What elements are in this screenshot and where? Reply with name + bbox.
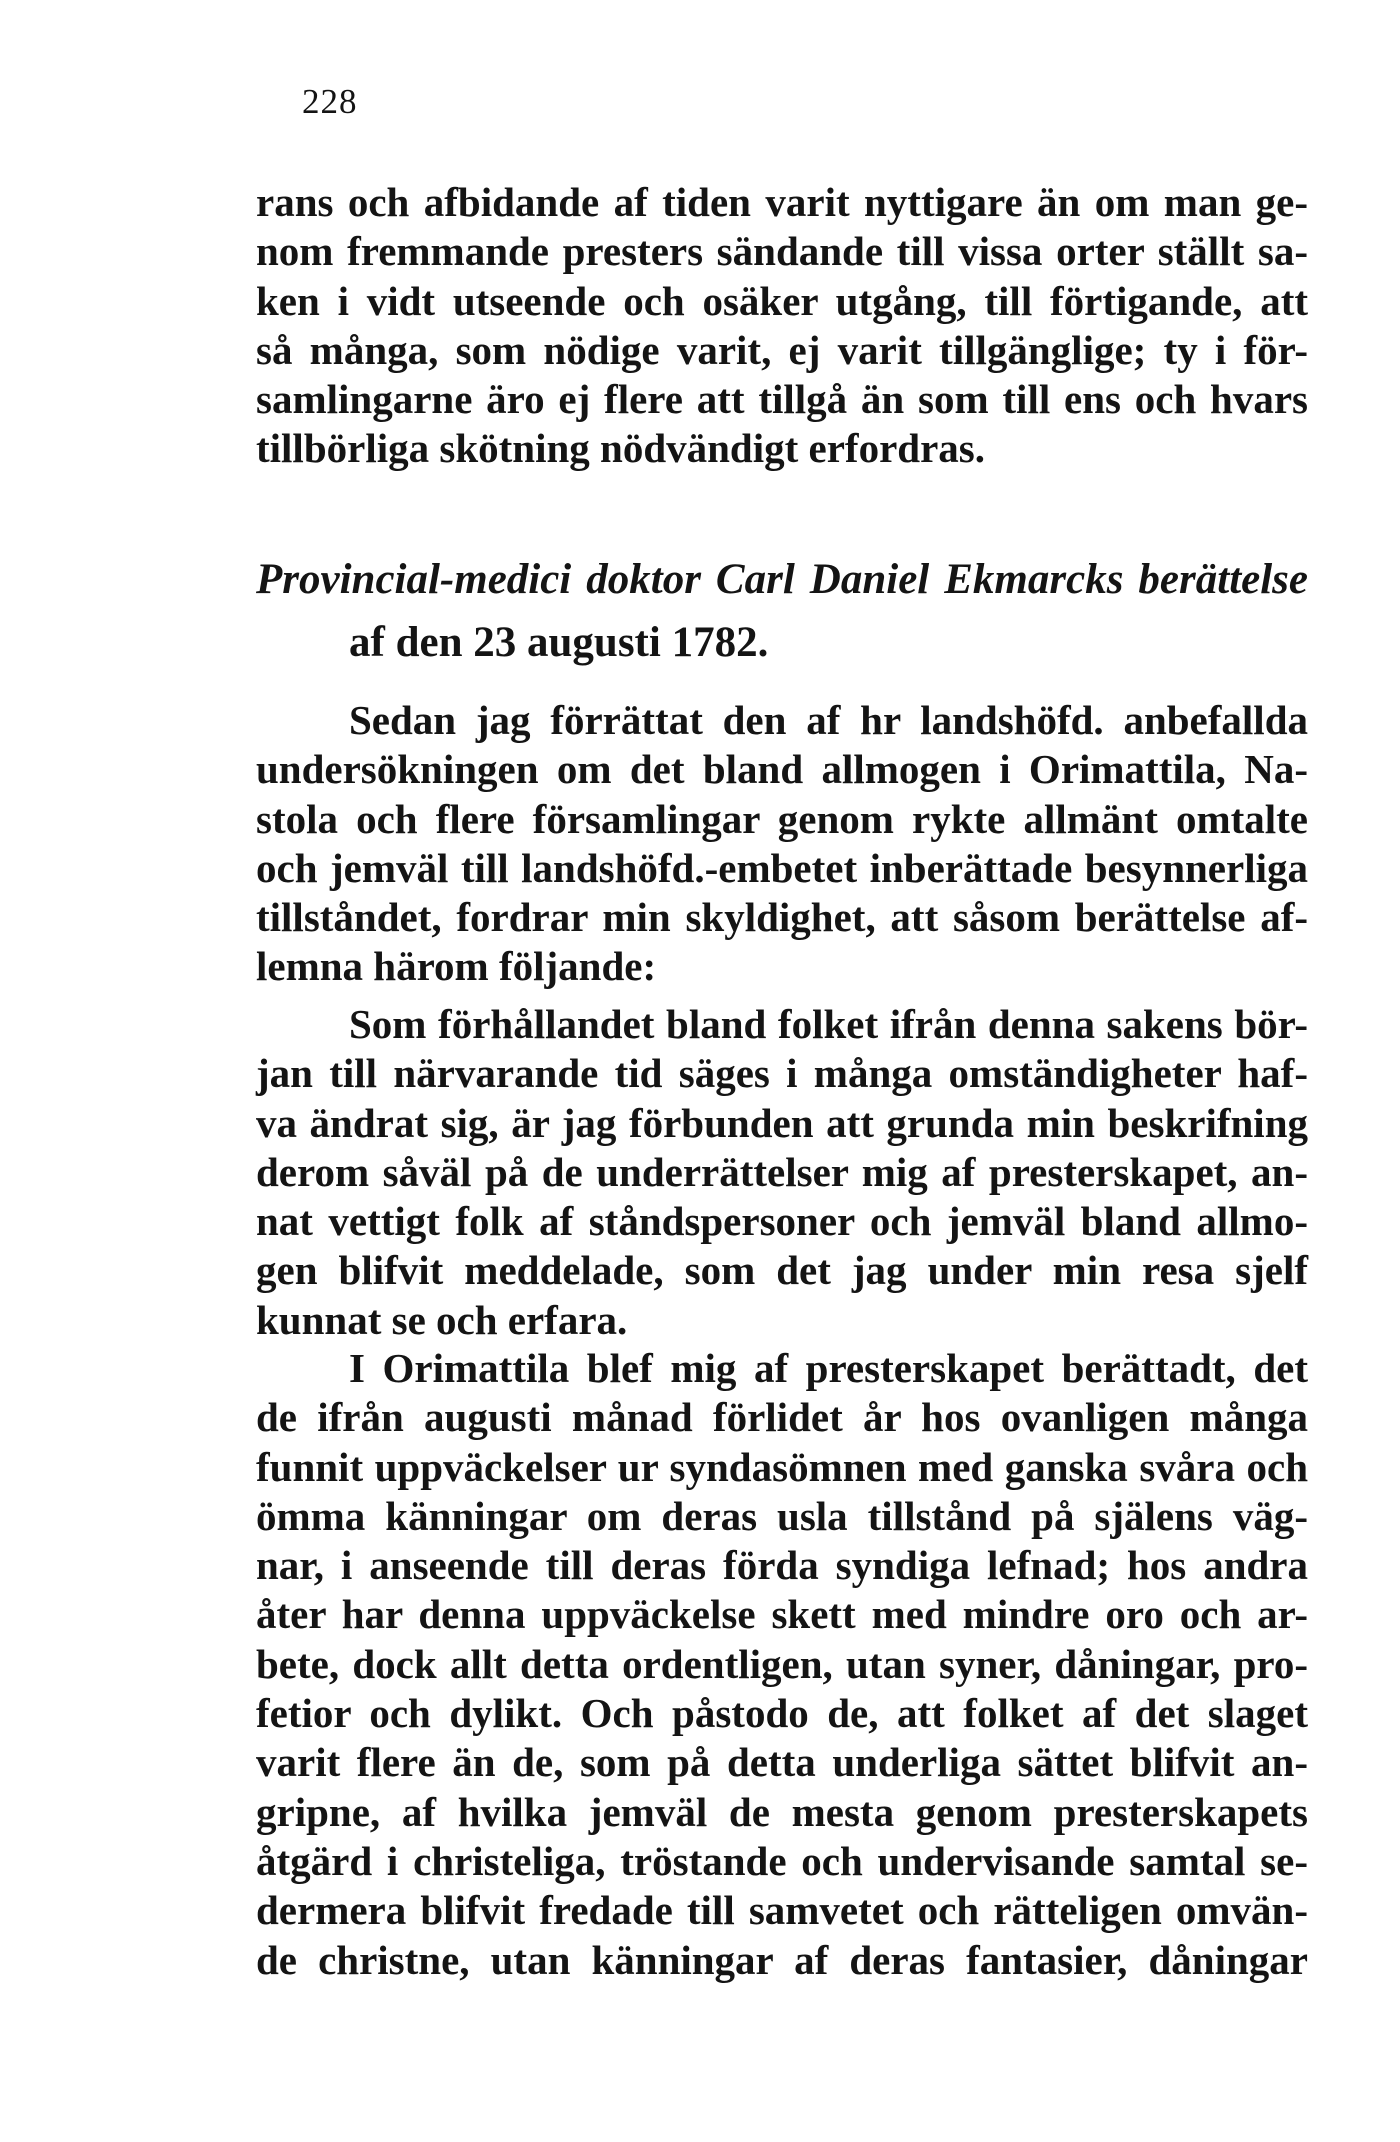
text-line: rans och afbidande af tiden varit nyttigare än om man ge- xyxy=(256,179,1308,225)
text-line: nar, i anseende till deras förda syndiga lefnad; hos andra xyxy=(256,1542,1308,1589)
text-line: fetior och dylikt. Och påstodo de, att folket af det slaget xyxy=(256,1690,1308,1737)
text-line: ken i vidt utseende och osäker utgång, till förtigande, att xyxy=(256,277,1308,324)
paragraph-circumstances xyxy=(256,1000,1308,1345)
text-line: tillståndet, fordrar min skyldighet, att såsom berättelse af- xyxy=(256,894,1308,941)
text-line: åtgärd i christeliga, tröstande och undervisande samtal se- xyxy=(256,1837,1308,1884)
text-line: tillbörliga skötning nödvändigt erfordras. xyxy=(256,425,985,472)
text-line: ömma känningar om deras usla tillstånd på själens väg- xyxy=(256,1492,1308,1539)
text-line: stola och flere församlingar genom rykte allmänt omtalte xyxy=(256,795,1308,842)
text-line: de christne, utan känningar af deras fantasier, dåningar xyxy=(256,1936,1308,1983)
text-line: åter har denna uppväckelse skett med mindre oro och ar- xyxy=(256,1591,1308,1638)
heading-title: Provincial-medici doktor Carl Daniel Ekmarcks berättelse xyxy=(256,556,1308,603)
text-line: nat vettigt folk af ståndspersoner och jemväl bland allmo- xyxy=(256,1198,1308,1245)
paragraph-orimattila xyxy=(256,1344,1308,1985)
text-line: funnit uppväckelser ur syndasömnen med ganska svåra och xyxy=(256,1443,1308,1490)
text-line: kunnat se och erfara. xyxy=(256,1296,628,1343)
text-line: Sedan jag förrättat den af hr landshöfd. anbefallda xyxy=(349,697,1308,743)
page-number: 228 xyxy=(302,82,358,121)
text-line: bete, dock allt detta ordentligen, utan syner, dåningar, pro- xyxy=(256,1640,1308,1687)
text-line: Som förhållandet bland folket ifrån denna sakens bör- xyxy=(349,1001,1308,1047)
text-line: de ifrån augusti månad förlidet år hos ovanligen många xyxy=(256,1394,1308,1441)
text-line: gen blifvit meddelade, som det jag under min resa sjelf xyxy=(256,1247,1308,1294)
text-line: derom såväl på de underrättelser mig af presterskapet, an- xyxy=(256,1148,1308,1195)
heading-date: af den 23 augusti 1782. xyxy=(349,619,769,666)
text-line: gripne, af hvilka jemväl de mesta genom presterskapets xyxy=(256,1788,1308,1835)
paragraph-intro xyxy=(256,696,1308,992)
text-line: samlingarne äro ej flere att tillgå än som till ens och hvars xyxy=(256,376,1308,423)
text-line: undersökningen om det bland allmogen i Orimattila, Na- xyxy=(256,746,1308,793)
text-line: och jemväl till landshöfd.-embetet inberättade besynnerliga xyxy=(256,844,1308,891)
text-line: varit flere än de, som på detta underliga sättet blifvit an- xyxy=(256,1739,1308,1786)
text-line: I Orimattila blef mig af presterskapet berättadt, det xyxy=(349,1345,1308,1391)
text-line: nom fremmande presters sändande till vissa orter ställt sa- xyxy=(256,228,1308,275)
text-line: jan till närvarande tid säges i många omständigheter haf- xyxy=(256,1050,1308,1097)
section-heading xyxy=(256,548,1308,674)
paragraph-continuation xyxy=(256,178,1308,474)
text-line: så många, som nödige varit, ej varit tillgänglige; ty i för- xyxy=(256,326,1308,373)
text-line: dermera blifvit fredade till samvetet och rätteligen omvän- xyxy=(256,1887,1308,1934)
text-line: va ändrat sig, är jag förbunden att grunda min beskrifning xyxy=(256,1099,1308,1146)
text-line: lemna härom följande: xyxy=(256,943,657,990)
